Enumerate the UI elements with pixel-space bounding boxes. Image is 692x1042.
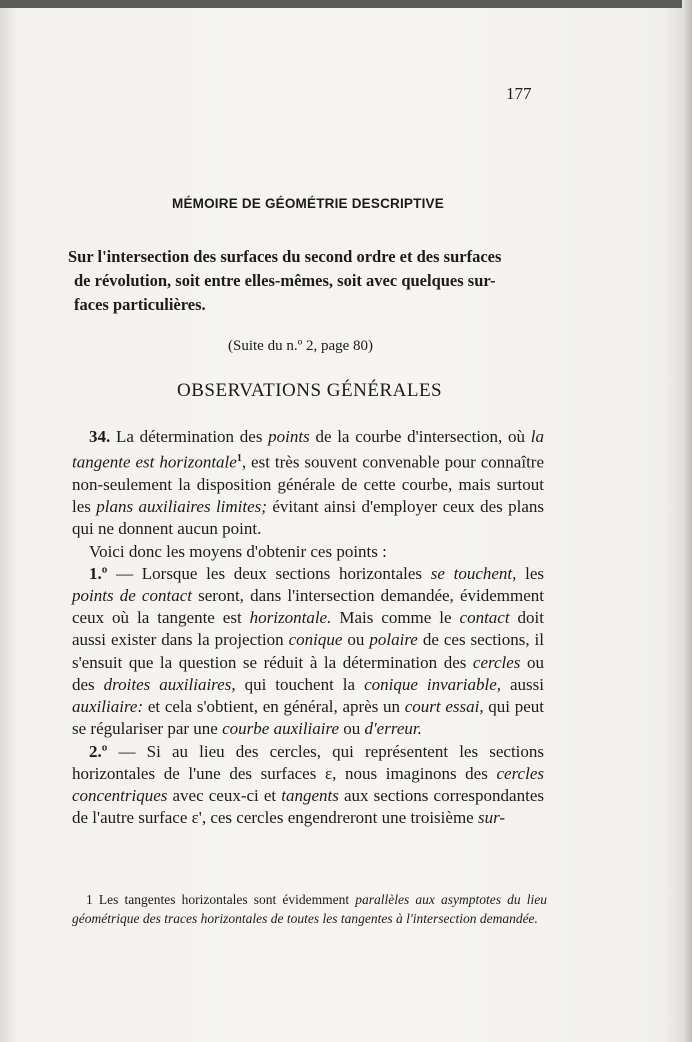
paragraph-34 (72, 426, 544, 541)
text-run: qui peut se régulariser par une (72, 697, 544, 739)
suite-reference: (Suite du n.º 2, page 80) (228, 338, 374, 354)
text-run: Les tangentes horizontales sont évidemment (92, 892, 356, 907)
paragraph-voici: Voici donc les moyens d'obtenir ces points : (89, 541, 387, 561)
italic-run: cercles concentriques (72, 763, 544, 805)
italic-run: sur- (477, 808, 506, 828)
italic-run: court essai, (404, 697, 484, 717)
page-number: 177 (506, 84, 532, 103)
italic-run: se touchent, (430, 563, 517, 583)
italic-run: d'erreur. (364, 719, 422, 739)
text-run: seront, dans l'intersection demandée, évidemment ceux où la tangente est (72, 586, 544, 628)
footnote (72, 890, 547, 928)
paragraph-number: 34. (89, 427, 111, 446)
subtitle-line-2: de révolution, soit entre elles-mêmes, soit avec quelques sur- (74, 271, 496, 290)
footnote-1 (72, 890, 547, 928)
paragraph-2 (72, 741, 544, 830)
text-run: ou (339, 719, 365, 739)
text-run: Mais comme le (331, 608, 460, 628)
italic-run: polaire (369, 630, 418, 650)
subtitle-line-3: faces particulières. (74, 295, 206, 314)
page-right-edge (682, 0, 692, 1042)
italic-run: auxiliaire: (72, 697, 144, 717)
text-run: et cela s'obtient, en général, après un (143, 697, 405, 717)
page-heading: MÉMOIRE DE GÉOMÉTRIE DESCRIPTIVE (172, 196, 444, 211)
section-title: OBSERVATIONS GÉNÉRALES (177, 380, 443, 401)
text-run: ou (342, 630, 370, 650)
footnote-number: 1 (86, 892, 93, 907)
text-run: La détermination des (110, 427, 269, 446)
italic-run: contact (459, 608, 510, 628)
body-text (72, 426, 544, 829)
text-run: les (516, 563, 544, 583)
scan-top-border (0, 0, 692, 8)
italic-run: horizontale. (249, 608, 332, 628)
text-run: — Si au lieu des cercles, qui représentent les sections horizontales de l'une des surfaces ε, nous imaginons des (72, 741, 544, 783)
italic-run: courbe auxiliaire (222, 719, 340, 739)
text-run: de ces sections, il s'ensuit que la question se réduit à la détermination des (72, 630, 545, 672)
italic-run: tangents (281, 785, 339, 805)
italic-run: conique (288, 630, 343, 650)
text-run: ou des (72, 652, 544, 694)
italic-run: plans auxiliaires limites; (96, 497, 267, 517)
italic-run: parallèles aux asymptotes du lieu géométrique des traces horizontales de toutes les tangentes à l'intersection demandée. (72, 892, 547, 926)
paragraph-1 (72, 563, 544, 741)
text-run: de la courbe d'intersection, où (309, 427, 531, 446)
memoir-subtitle (68, 245, 548, 317)
text-run: , est très souvent convenable pour connaître non-seulement la disposition générale de cette courbe, mais surtout les (72, 452, 544, 517)
italic-run: droites auxiliaires, (103, 674, 236, 694)
text-run: évitant ainsi d'employer ceux des plans qui ne donnent aucun point. (72, 497, 544, 539)
italic-run: la tangente est horizontale (72, 427, 544, 472)
subtitle-line-1: Sur l'intersection des surfaces du second ordre et des surfaces (68, 247, 502, 266)
italic-run: points de contact (72, 586, 192, 606)
paragraph-number: 1.º (89, 563, 108, 583)
text-run: avec ceux-ci et (167, 785, 282, 805)
paragraph-number: 2.º (89, 741, 108, 761)
italic-run: conique invariable, (364, 674, 501, 694)
italic-run: cercles (472, 652, 521, 672)
text-run: — Lorsque les deux sections horizontales (107, 563, 431, 583)
text-run: aux sections correspondantes de l'autre surface ε', ces cercles engendreront une troisième (72, 785, 544, 828)
footnote-marker: 1 (236, 453, 242, 465)
text-run: qui touchent la (235, 674, 365, 694)
text-run: aussi (501, 674, 544, 694)
text-run: doit aussi exister dans la projection (72, 608, 544, 650)
italic-run: points (268, 427, 310, 446)
